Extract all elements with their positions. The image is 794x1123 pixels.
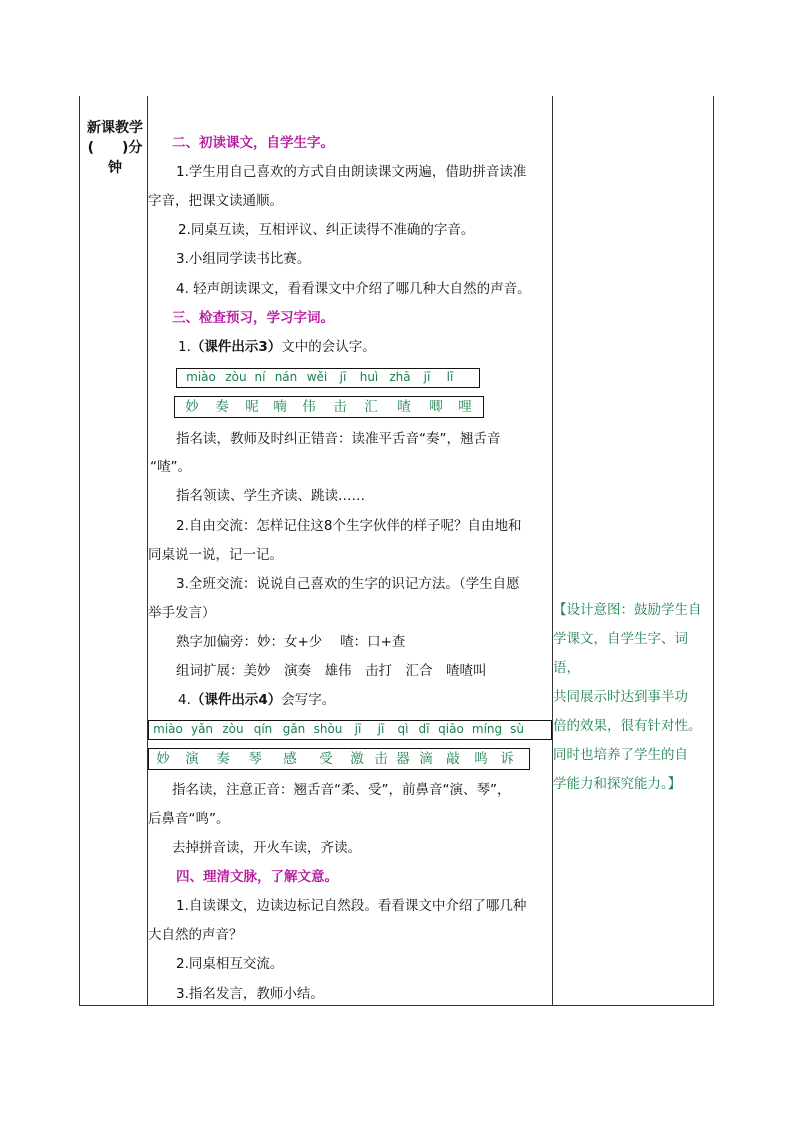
hanzi-token: 敲 [446, 751, 460, 767]
pinyin-token: lī [446, 370, 454, 384]
pinyin-token: huì [359, 370, 379, 384]
hanzi-token: 击 [333, 399, 347, 415]
hanzi-token: 奏 [216, 751, 230, 767]
hanzi-token: 喃 [273, 399, 287, 415]
pinyin-token: jī [377, 722, 385, 736]
paragraph-line: 举手发言） [148, 605, 216, 621]
pinyin-token: gǎn [282, 722, 306, 736]
paragraph-line: 熟字加偏旁：妙：女+少 喳：口+查 [176, 634, 406, 650]
hanzi-token: 妙 [156, 751, 170, 767]
hanzi-token: 琴 [248, 751, 262, 767]
pinyin-token: zòu [225, 370, 247, 384]
hanzi-token: 滴 [419, 751, 433, 767]
pinyin-token: miào [186, 370, 216, 384]
section-label [82, 118, 148, 178]
paragraph-line: 大自然的声音？ [148, 927, 243, 943]
hanzi-token: 受 [319, 751, 333, 767]
column-divider-2 [552, 96, 553, 1006]
hanzi-token: 妙 [185, 399, 199, 415]
design-note-line: 【设计意图：鼓励学生自 [553, 602, 702, 618]
pinyin-token: wěi [306, 370, 328, 384]
step-text: 会写字。 [281, 692, 336, 708]
hanzi-box-2 [148, 748, 530, 770]
hanzi-token: 诉 [500, 751, 514, 767]
pinyin-token: jī [423, 370, 431, 384]
paragraph-line: 指名读，教师及时纠正错音：读准平舌音“奏”，翘舌音 [176, 431, 501, 447]
pinyin-token: sù [510, 722, 524, 736]
hanzi-token: 器 [396, 751, 410, 767]
section-label-line1: 新课教学 [87, 120, 143, 136]
paragraph-line: 2.同桌相互交流。 [176, 956, 284, 972]
paragraph-line: 字音，把课文读通顺。 [148, 193, 283, 209]
hanzi-token: 演 [185, 751, 199, 767]
paragraph-line: 4. 轻声朗读课文，看看课文中介绍了哪几种大自然的声音。 [176, 281, 531, 297]
hanzi-token: 激 [350, 751, 364, 767]
paragraph-line [178, 338, 376, 356]
paragraph-line: 后鼻音“鸣”。 [148, 811, 230, 827]
pinyin-token: qì [397, 722, 409, 736]
paragraph-line: 3.小组同学读书比赛。 [176, 251, 311, 267]
heading-4: 四、理清文脉，了解文意。 [176, 869, 338, 885]
paragraph-line: 指名领读、学生齐读、跳读…… [176, 488, 365, 504]
pinyin-token: qiāo [438, 722, 464, 736]
hanzi-token: 唧 [429, 399, 443, 415]
paragraph-line: 3.全班交流：说说自己喜欢的生字的识记方法。（学生自愿 [176, 576, 520, 592]
paragraph-line: 3.指名发言，教师小结。 [176, 986, 324, 1002]
paragraph-line: 2.同桌互读，互相评议、纠正读得不准确的字音。 [178, 222, 475, 238]
pinyin-token: jī [354, 722, 362, 736]
paragraph-line: “喳”。 [150, 459, 191, 475]
design-note-line: 共同展示时达到事半功 [553, 689, 688, 705]
step-number: 4. [178, 692, 191, 708]
courseware-label: （课件出示4） [190, 692, 282, 708]
design-note-line: 学课文，自学生字、词语， [553, 631, 688, 676]
pinyin-token: nán [274, 370, 298, 384]
section-label-line3: 钟 [108, 160, 122, 176]
pinyin-token: qín [253, 722, 273, 736]
paragraph-line: 组词扩展：美妙 演奏 雄伟 击打 汇合 喳喳叫 [176, 663, 487, 679]
section-label-line2: ( )分 [87, 140, 143, 156]
pinyin-token: miào [153, 722, 183, 736]
hanzi-token: 哩 [458, 399, 472, 415]
hanzi-token: 击 [374, 751, 388, 767]
design-note-line: 倍的效果，很有针对性。 [553, 718, 702, 734]
hanzi-token: 呢 [245, 399, 259, 415]
pinyin-token: shòu [313, 722, 343, 736]
design-note-line: 同时也培养了学生的自 [553, 747, 688, 763]
table-border-left [79, 96, 80, 1006]
hanzi-token: 鸣 [474, 751, 488, 767]
pinyin-token: yǎn [190, 722, 214, 736]
paragraph-line: 指名读，注意正音：翘舌音“柔、受”，前鼻音“演、琴”， [172, 782, 511, 798]
design-note-line: 学能力和探究能力。】 [553, 776, 682, 792]
paragraph-line: 1.自读课文，边读边标记自然段。看看课文中介绍了哪几种 [176, 898, 527, 914]
paragraph-line [178, 691, 335, 709]
pinyin-token: míng [471, 722, 503, 736]
hanzi-token: 喳 [397, 399, 411, 415]
pinyin-token: zòu [222, 722, 244, 736]
table-border-right [713, 96, 714, 1006]
paragraph-line: 同桌说一说，记一记。 [148, 547, 283, 563]
table-border-bottom [79, 1005, 714, 1006]
heading-2: 二、初读课文，自学生字。 [172, 135, 334, 151]
pinyin-box-2 [148, 720, 552, 740]
pinyin-token: jī [339, 370, 347, 384]
heading-3: 三、检查预习，学习字词。 [172, 310, 334, 326]
hanzi-token: 伟 [302, 399, 316, 415]
paragraph-line: 去掉拼音读，开火车读，齐读。 [172, 840, 361, 856]
pinyin-box-1 [176, 368, 480, 388]
hanzi-token: 感 [283, 751, 297, 767]
courseware-label: （课件出示3） [190, 339, 282, 355]
step-text: 文中的会认字。 [281, 339, 376, 355]
hanzi-token: 奏 [215, 399, 229, 415]
design-intent-note [553, 596, 713, 799]
paragraph-line: 2.自由交流：怎样记住这8个生字伙伴的样子呢？自由地和 [176, 518, 522, 534]
hanzi-token: 汇 [364, 399, 378, 415]
pinyin-token: ní [254, 370, 266, 384]
pinyin-token: zhā [389, 370, 411, 384]
pinyin-token: dī [418, 722, 430, 736]
paragraph-line: 1.学生用自己喜欢的方式自由朗读课文两遍，借助拼音读准 [176, 164, 527, 180]
step-number: 1. [178, 339, 191, 355]
hanzi-box-1 [174, 396, 484, 418]
